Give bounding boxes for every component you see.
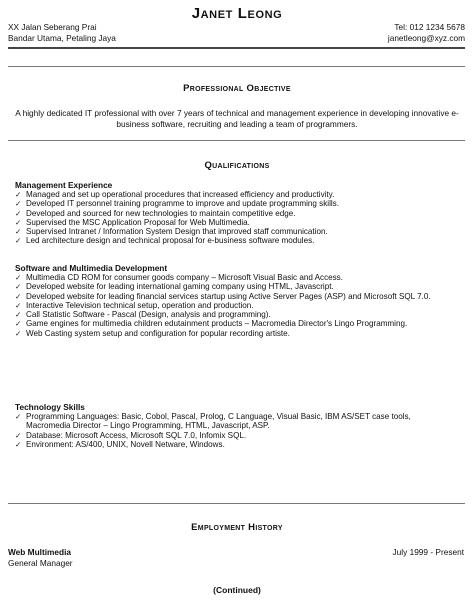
check-icon: ✓ [15,227,22,236]
check-icon: ✓ [15,328,22,338]
objective-title: Professional Objective [183,83,291,94]
group-heading: Technology Skills [15,402,85,412]
check-icon: ✓ [15,190,22,199]
header-divider [8,47,465,49]
email-address: janetleong@xyz.com [387,32,465,43]
employer-name: Web Multimedia [8,547,72,557]
list-item: ✓ Developed and sourced for new technologies to maintain competitive edge. [15,208,296,218]
divider [8,66,465,67]
list-item: ✓ Led architecture design and technical proposal for e-business software modules. [15,236,315,246]
list-item: ✓ Environment: AS/400, UNIX, Novell Netware, Windows. [15,439,225,449]
employment-dates: July 1999 - Present [392,547,464,557]
address-line-1: XX Jalan Seberang Prai [8,22,97,32]
candidate-name: Janet Leong [191,5,283,22]
group-heading: Management Experience [15,180,113,190]
list-item: ✓ Game engines for multimedia children edutainment products – Macromedia Director's Lingo Programming. [15,319,408,329]
check-icon: ✓ [15,236,22,246]
divider [8,503,465,504]
divider [8,140,465,141]
contact-block [388,22,465,43]
check-icon: ✓ [15,310,22,319]
list-item: ✓ Managed and set up operational procedures that increased efficiency and productivity. [15,190,335,199]
check-icon: ✓ [15,199,22,209]
continued-note: (Continued) [213,585,261,595]
list-item: ✓ Multimedia CD ROM for consumer goods company – Microsoft Visual Basic and Access. [15,273,343,282]
check-icon: ✓ [15,430,22,440]
list-item: ✓ Call Statistic Software - Pascal (Design, analysis and programming). [15,310,271,319]
qualification-group-software [15,263,455,338]
group-heading: Software and Multimedia Development [15,263,168,273]
check-icon: ✓ [15,217,22,227]
check-icon: ✓ [15,412,22,421]
list-item: ✓ Developed website for leading international gaming company using HTML, Javascript. [15,282,334,292]
list-item: ✓ Web Casting system setup and configuration for popular recording artiste. [15,328,290,338]
list-item: ✓ Developed IT personnel training programme to improve and update programming skills. [15,199,339,209]
list-item: ✓ Interactive Television technical setup, operation and production. [15,300,254,310]
phone-number: Tel: 012 1234 5678 [394,22,465,32]
qualifications-title: Qualifications [204,160,270,171]
check-icon: ✓ [15,439,22,449]
list-item: ✓ Developed website for leading financial services startup using Active Server Pages (ASP) and Microsoft SQL 7.0. [15,291,431,301]
check-icon: ✓ [15,291,22,301]
check-icon: ✓ [15,273,22,282]
check-icon: ✓ [15,319,22,329]
list-item: ✓ Supervised the MSC Application Proposal for Web Multimedia. [15,217,250,227]
list-item: ✓ Programming Languages: Basic, Cobol, Pascal, Prolog, C Language, Visual Basic, IBM AS/SET case tools, Macromedia Director – Lingo Programming, HTML, Javascript, ASP. [15,412,411,431]
employment-title: Employment History [191,522,283,533]
check-icon: ✓ [15,282,22,292]
qualification-group-technology [15,402,455,449]
job-title: General Manager [8,558,73,568]
qualification-group-management [15,180,455,246]
address-line-2: Bandar Utama, Petaling Jaya [8,32,116,43]
address-block [8,22,116,43]
list-item: ✓ Supervised Intranet / Information System Design that improved staff communication. [15,227,328,236]
objective-text: A highly dedicated IT professional with over 7 years of technical and management experience in developing innovative e-business software, recruiting and leading a team of programmers. [15,108,459,129]
check-icon: ✓ [15,208,22,218]
list-item: ✓ Database: Microsoft Access, Microsoft SQL 7.0, Infomix SQL. [15,430,247,440]
check-icon: ✓ [15,300,22,310]
